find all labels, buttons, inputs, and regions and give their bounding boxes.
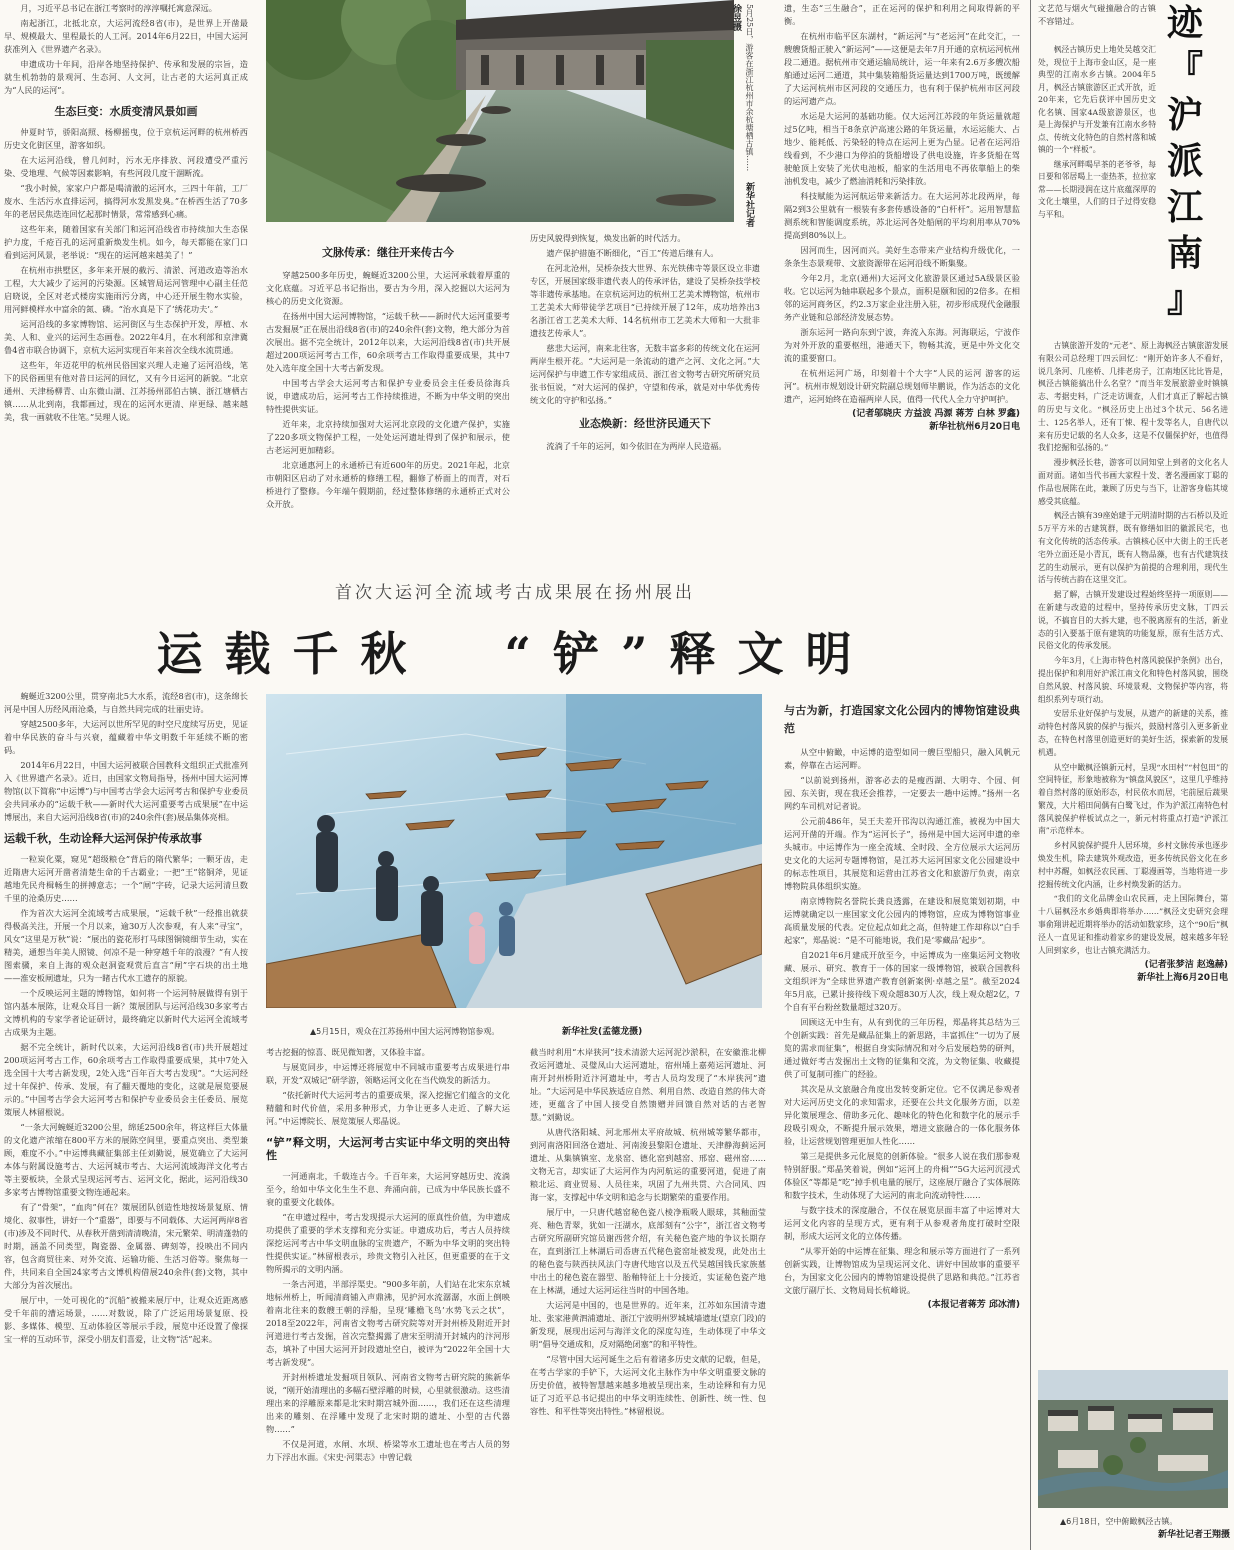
- paragraph: 回顾这无中生有，从有到优的三年历程，郑晶将其总结为三个创新实践：首先是藏品征集上的新思路，丰富抓住“一切为了展览的需求而征集”，根据自身实际情况和对今后发展趋势的研判，通过做好考古发掘出土文物的征集和交流，为文物征集、收藏提供了可复制可推广的经验。: [784, 1017, 1020, 1079]
- upper-col-3: [530, 232, 760, 542]
- upper-col-1: [4, 2, 248, 542]
- paragraph: 浙东运河一路向东到宁波，奔流入东海。河海联运，宁波作为对外开放的重要枢纽，港通天下，物畅其流，更是中外文化交流的重要窗口。: [784, 327, 1020, 363]
- paragraph: “我们的文化品牌金山农民画，走上国际舞台，第十八届枫泾水乡婚典即将举办……”枫泾文史研究会理事俞翔讲起近期将举办的活动如数家珍，这个“90后”枫泾人一直见证和推动着家乡的建设发展，越来越多年轻人回到家乡，也让古镇充满活力。: [1038, 894, 1228, 955]
- paragraph: “尽管中国大运河诞生之后有着诸多历史文献的记载，但是，在考古学家的手铲下，大运河文化主脉作为中华文明重要文脉的历史价值，被特智慧越来越多地被呈现出来，生动诠释和有力见证了习近平总书记提出的中华文明连续性、创新性、统一性、包容性、和平性等突出特性。”林留根说。: [530, 1354, 766, 1416]
- dateline: 新华社上海6月20日电: [1137, 973, 1228, 984]
- paragraph: 作为首次大运河全流域考古成果展，“运载千秋”一经推出就获得极高关注，开展一个月以来，逾30万人次参观，有人来“寻宝”，风女“这里是万秋”说：“展出的瓷花形打马球图铜镜细节生动，实在精美，通想当年美人照镜、何凉不是一种穿越千年的浪漫？”有人按图索骥，来自上海的观众赵洞瓷观赏后直言“闸”字石块的出土地——淮安板闸遗址，只为一睹古代水工遗存的原貌。: [4, 908, 248, 983]
- paragraph: 公元前486年，吴王夫差开邗沟以沟通江淮，被视为中国大运河开凿的开端。作为“运河长子”，扬州是中国大运河申遗的牵头城市。中运博作为一座全流域、全时段、全方位展示大运河历史文化的大运河专题博物馆，是江苏大运河国家文化公园建设中的标志性项目，其展览和运营由江苏省文化和旅游厅负责，南京博物院具体组织实施。: [784, 816, 1020, 891]
- kicker-headline: 首次大运河全流域考古成果展在扬州展出: [335, 583, 695, 603]
- paragraph: 慈悲大运河，南来北往客，无数丰富多彩的传统文化在运河两岸生根开花。“大运河是一条流动的遗产之河、文化之河。”大运河保护与申遗工作专家组成员、浙江省文物考古研究所研究员张书恒说，“对大运河的保护，守望和传承，就是对中华优秀传统文化的守护和弘扬。”: [530, 343, 760, 405]
- paragraph: 开封州桥遗址发掘项目领队、河南省文物考古研究院的熊新华说，“刚开始清理出的多幅石壁浮雕的时候，心里就很激动。这些清理出来的浮雕原来都是北宋时期宫城外面……，我们还在这些清理出来的雕刻、在浮雕中发现了北宋时期的遗址、小型的古代器物……”: [266, 1372, 510, 1434]
- caption-text: ▲6月18日，空中俯瞰枫泾古镇。: [1060, 1517, 1178, 1526]
- paragraph: 据了解，古镇开发建设过程始终坚持一项原则——在新建与改造的过程中，坚持传承历史文脉，丁四云说，不搞盲目的大拆大建，也不脱离原有的生活，新业态的引入要基于原有建筑的功能复原，原有生活方式、民俗文化的传承发展。: [1038, 590, 1228, 651]
- paragraph: 安居乐业好保护与发展，从遗产的新建的关系，推动特色村落风貌的保护与振兴，鼓励村落引入更多新业态，在特色村落里创造更好的美好生活，探索新的发展机遇。: [1038, 709, 1228, 757]
- paragraph: 在杭州市临平区东湖村，“新运河”与“老运河”在此交汇，一艘艘货船正驶入“新运河”——这便是去年7月开通的京杭运河杭州段二通道。据杭州市交通运输局统计，运一年来有2.6万多艘次船舶通过运河二通道，其中集装箱船货运量达到1700万吨，既缓解了大运河杭州市区河段的交通压力，也有利于保护杭州市区河段的运河遗产点。: [784, 31, 1020, 106]
- paragraph: 南起浙江，北抵北京，大运河流经8省(市)，是世界上开凿最早、规模最大、里程最长的人工河。2014年6月22日，中国大运河获准列入《世界遗产名录》。: [4, 18, 248, 54]
- title-char: 沪: [1166, 94, 1203, 136]
- paragraph: 穿越2500多年，大运河以世所罕见的时空尺度续写历史，见证着中华民族的奋斗与兴衰，蕴藏着中华文明数千年延续不断的密码。: [4, 719, 248, 755]
- paragraph: 遗产保护措施不断细化，“百工”传道后继有人。: [546, 248, 719, 258]
- paragraph: 这些年，年迈花甲的杭州民俗国家兴理人走遍了运河沿线，笔下的民俗画里有他对昔日运河的回忆，又有今日运河的新貌。“北京通州、天津杨柳青、山东微山湖、江苏扬州邵伯古镇、浙江塘栖古镇……从北到南，我都画过，现在的运河水更清、岸更绿、越来越美，我一画就收不住笔。”吴理人说。: [4, 360, 248, 422]
- canal-town-photo: [266, 0, 734, 222]
- museum-exhibit-illustration: [266, 694, 762, 1008]
- upper-col-4: [784, 2, 1020, 542]
- paragraph: 一条古河道，半部浮渠史。“900多年前，人们站在北宋东京城地标州桥上，听闻清商铺入声鼎沸，见护河水流潺潺，水面上倒映着南北往来的数艘王朝的浮船，呈现‘雕檐飞鸟’水势飞云之状”，2018至2022年，河南省文物考古研究院等对开封州桥及附近开封河道进行考古发掘，首次完整揭露了唐宋至明清开封城内的汴河形态，填补了中国大运河开封段遗址空白，被评为“2022年全国十大考古新发现”。: [266, 1279, 510, 1367]
- photo-vertical-caption: [731, 4, 756, 229]
- paragraph: 今年3月，《上海市特色村落风貌保护条例》出台，提出保护和利用好沪派江南文化和特色村落风貌，围绕自然风貌、村落风貌、环境景观、文物保护等内容，将组织系列专项行动。: [1038, 656, 1228, 704]
- paragraph: 古镇旅游开发的“元老”、原上海枫泾古镇旅游发展有限公司总经理丁四云回忆：“刚开始许多人不看好，说几条河、几座桥、几排老房子，江南地区比比皆是，枫泾古镇能搞出什么名堂？”而当年发展旅游业时镇镇志、考据史料，广泛走访调查，人们才真正了解起古镇的历史与文化。“枫泾历史上出过3个状元、56名进士、125名举人，还有丁悚、程十发等名人，自唐代以来有历史记载的名人众多，这是不仅僵保护好，也值得我们挖掘和弘扬的。”: [1038, 341, 1228, 453]
- paragraph: 因河而生，因河而兴。美好生态带来产业结构升级优化，一条条生态景观带、文旅资源带在运河沿线不断集聚。: [784, 245, 1020, 268]
- paragraph: 在杭州市拱墅区，多年来开展的截污、清淤、河道改造等治水工程，大大减少了运河的污染源。区城管局运河管理中心副主任范启晓说，全区对老式楼房实施雨污分离，中心还开展生物水实验，用河鲜模样水中富余的氮、磷。“治水真是下了‘绣花功夫’。”: [4, 265, 248, 314]
- paragraph: 枫泾古镇历史上地处吴越交汇处，现位于上海市金山区，是一座典型的江南水乡古镇。2004年5月，枫泾古镇旅游区正式开放，近20年来，它先后获评中国历史文化名镇、国家4A级旅游景区，也是上海保护与开发兼有江南水乡特点、传统文化特色的自然村落和城镇的一个“样板”。: [1038, 45, 1156, 154]
- paragraph: 展厅中，一处可视化的“沉船”被搬来展厅中，让观众近距离感受千年前的漕运场景，……对数说，除了广泛运用场景复原、投影、多媒体、模型、互动体验区等展示手段，展览中还设置了像探宝一样的互动环节，深受小朋友们喜爱，让文物“活”起来。: [4, 1295, 248, 1344]
- title-char: 派: [1166, 140, 1203, 182]
- title-char: 南: [1166, 232, 1203, 274]
- lower-col-2: [266, 1046, 510, 1546]
- paragraph: 一粒炭化粟，窥见“超级粮仓”背后的隋代繁华；一颗牙齿，走近隋唐大运河开凿者清楚生命的千古霸业；一把“王”铭铜斧，见证越地先民舟楫畅生的拼搏意志；一个“闸”字砖，记录大运河清旦数千里的沧桑历史……: [4, 854, 248, 903]
- aerial-photo-caption: [1060, 1516, 1230, 1540]
- paragraph: 文艺范与烟火气碰撞融合的古镇不容错过。: [1038, 3, 1156, 26]
- paragraph: 从唐代洛阳城、河北邢州太平府故城、杭州城等繁华都市，到河南洛阳回洛仓遗址、河南浚县黎阳仓遗址、天津静海蓟运河遗址、从集镇镇室、龙泉窑、德化窑到越窑、邢窑、磁州窑……文物无言，却实证了大运河作为内河航运的重要河道，促进了南粮北运、商业贸易、人员往来，巩固了九州共贯、六合同风、四海一家，支撑起中华文明和追念与长期繁荣的重要作用。: [530, 1127, 766, 1202]
- title-char: 』: [1166, 278, 1203, 320]
- title-char: 江: [1166, 186, 1203, 228]
- paragraph: 考古挖掘的惊喜、既见微知著，又体验丰富。: [266, 1047, 430, 1057]
- paragraph: “在申遗过程中，考古发现提示大运河的原真性价值，为申遗成功提供了重要的学术支撑和充分实证。申遗成功后，考古人员持续深挖运河考古中华文明血脉的宝贵遗产，不断为中华文明的突出特性提供实证。”林留根表示，珍贵文物引入社区，但更重要的在于文物所揭示的文明内涵。: [266, 1212, 510, 1274]
- paragraph: 仲夏时节，骄阳高照、杨柳摇曳，位于京杭运河畔的杭州桥西历史文化街区里，游客如织。: [4, 127, 248, 150]
- aerial-town-photo: [1038, 1370, 1228, 1508]
- paragraph: 第三是提供多元化展览的创新体验。“很多人说在我们那参观特别舒服。”郑晶笑着说，例如“运河上的舟楫”“5G大运河沉浸式体验区”等都是“吃”掉手机电量的展厅，这座展厅融合了实体展陈和数字技术，生动体现了大运河的南北向流动特性……: [784, 1151, 1020, 1200]
- paragraph: 大运河是中国的，也是世界的。近年来，江苏如东国清寺遗址、张家港黄泗浦遗址、浙江宁波明州罗城城墙遗址(望京门段)的新发现，展现出运河与海洋文化的深度勾连，生动体现了中华文明“倡导交通成和，反对隔绝闭塞”的和平特性。: [530, 1300, 766, 1349]
- paragraph: 与展览同步，中运博还将展览中不同城市重要考古成果进行串联，开发“双城记”研学游，领略运河文化在当代焕发的新活力。: [266, 1062, 510, 1085]
- photo-credit: 新华社记者徐昱摄: [731, 4, 754, 227]
- paragraph: 乡村风貌保护提升人居环境，乡村文脉传承也逐步焕发生机，除去建筑外观改造，更多传统民俗文化在乡村中苏醒，如枫泾农民画、丁聪漫画等，当地将进一步挖掘传统文化内涵，让乡村焕发新的活力。: [1038, 841, 1228, 889]
- paragraph: “以前说到扬州，游客必去的是瘦西湖、大明寺、个园、何园、东关街，现在我还会推荐，一定要去一趟中运博。”扬州一名网约车司机对记者说。: [784, 775, 1020, 811]
- lower-col-1: [4, 690, 248, 1545]
- paragraph: 在大运河沿线，曾几何时，污水无序排放、河段遭受严重污染、受地理、气候等因素影响，有些河段几度干涸断流。: [4, 155, 248, 178]
- paragraph: 自2021年6月建成开放至今，中运博成为一座集运河文物收藏、展示、研究、教育于一体的国家一级博物馆，被联合国教科文组织评为“全球世界遗产教育创新案例·卓越之星”。截至2024年5月底，已累计接待线下观众超830万人次，线上观众超2亿，7个自有平台粉丝数量超过320万。: [784, 950, 1020, 1012]
- title-char: 迹: [1166, 2, 1203, 44]
- paragraph: 中国考古学会大运河考古和保护专业委员会主任委员徐海兵说，申遗成功后，运河考古工作持续推进，不断为中华文明的突出特性提供实证。: [266, 378, 510, 414]
- paragraph: “我小时候，家家户户都是喝清澈的运河水，三四十年前，工厂废水、生活污水直排运河，搞得河水发黑发臭。”在桥西生活了70多年的老居民焦迭连回忆起那时情景，常常感到心痛。: [4, 183, 248, 219]
- paragraph: 历史风貌得到恢复，焕发出新的时代活力。: [530, 233, 686, 243]
- section-heading: 运载千秋，生动诠释大运河保护传承故事: [4, 832, 202, 845]
- section-heading: 业态焕新：经世济民通天下: [579, 417, 711, 430]
- paragraph: 从空中俯瞰，中运博的造型如同一艘巨型船只，融入风帆元素，停靠在古运河畔。: [784, 747, 1020, 770]
- paragraph: “依托新时代大运河考古的重要成果，深入挖掘它们蕴含的文化精髓和时代价值，采用多种形式，力争让更多人走近、了解大运河。”中运博院长、展览策展人郑晶说。: [266, 1090, 510, 1126]
- section-heading: 文脉传承：继往开来传古今: [322, 246, 454, 259]
- paragraph: 申遗成功十年间，沿岸各地坚持保护、传承和发展的宗旨，造就生机勃勃的景观河、生态河、人文河，让古老的大运河真正成为“人民的运河”。: [4, 59, 248, 95]
- lower-col-3: [530, 1046, 766, 1546]
- paragraph: 其次是从文旅融合角度出发转变新定位。它不仅满足参观者对大运河历史文化的求知需求，还要在公共文化服务方面，以差异化策展理念、借助多元化、趣味化的特色化和数字化的展示手段吸引观众，不断提升展示效果，增进文旅融合的一体化服务体验，让运营规划管理更加人性化……: [784, 1084, 1020, 1146]
- paragraph: 在杭州运河广场，印刻着十个大字“人民的运河 游客的运河”。杭州市规划设计研究院副总规划师毕鹏说，作为活态的文化遗产，运河始终在造福两岸人民，值得一代代人全力守护呵护。: [784, 368, 1020, 404]
- museum-photo-caption: [310, 1024, 730, 1037]
- side-title: [1160, 0, 1210, 330]
- paragraph: 枫泾古镇有39座始建于元明清时期的古石桥以及近5万平方米的古建筑群，既有修缮如旧的徽派民宅，也有文化传统的活态传承。古镇核心区中大街上的王氏老宅外立面还是小青瓦，既有人物品藻，也有古代建筑技艺的生动展示，更有以保护为前提的合理利用，现代生活与传统古韵在这里交汇。: [1038, 511, 1228, 585]
- paragraph: 这些年来，随着国家有关部门和运河沿线省市持续加大生态保护力度，千疮百孔的运河重新焕发生机。如今，每天都能在家门口看到运河风景，老举说：“现在的运河越来越美了！”: [4, 224, 248, 260]
- photo-credit: 新华社记者王翔摄: [1157, 1530, 1230, 1540]
- aerial-town-illustration: [1038, 1370, 1228, 1508]
- section-heading: “铲”释文明，大运河考古实证中华文明的突出特性: [266, 1136, 510, 1162]
- paragraph: 据不完全统计，新时代以来，大运河沿线8省(市)共开展超过200项运河考古工作，60余项考古工作取得重要成果，其中7处入选全国十大考古新发现，2处入选“百年百大考古发现”。“大运河经过十年保护、传承、发展，有了翻天覆地的变化，这就是展览要展示的。”中国考古学会大运河考古和保护专业委员会主任委员、展览策展人林留根说。: [4, 1042, 248, 1117]
- paragraph: 北京通惠河上的永通桥已有近600年的历史。2021年起，北京市朝阳区启动了对永通桥的修缮工程，翻修了桥面上的而青，对石桥进行了整修。今年端午假期前，经过整体修缮的永通桥正式对公众开放。: [266, 460, 510, 509]
- paragraph: 科技赋能为运河航运带来新活力。在大运河苏北段两岸，每隔2到3公里就有一根装有多套传感设备的“白杆杆”。运用智慧监测系统和智能调度系统，苏北运河各处船闸的平均利用率从70%提高到80%以上。: [784, 191, 1020, 240]
- side-divider: [1030, 0, 1031, 1550]
- dateline: 新华社杭州6月20日电: [929, 422, 1020, 432]
- reporter-credit: (记者邬晓庆 方益波 冯源 蒋芳 白林 罗鑫): [852, 409, 1020, 419]
- canal-town-illustration: [266, 0, 734, 222]
- paragraph: 截当时利用“木岸狭河”技术清淤大运河泥沙淤积，在安徽淮北柳孜运河遗址、灵璧凤山大运河遗址，宿州埇上嘉苑运河遗址、河南开封州桥附近汴河遗址中，考古人员均发现了“木岸狭河”遗址。“大运河是中华民族适应自然、利用自然、改造自然的伟大奇迹，更蕴含了中国人接受自然馈赠并回馈自然对话的古老智慧。”刘勤说。: [530, 1047, 766, 1122]
- side-top-text: [1038, 2, 1156, 42]
- photo-credit: 新华社发(孟德龙摄): [561, 1027, 643, 1037]
- paragraph: 继承河畔喝早茶的老爷爷，每日要和邻居喝上一壶热茶，拉拉家常——长期浸润在这片底蕴深厚的文化土壤里，人们的日子过得安稳与平和。: [1038, 159, 1156, 219]
- paragraph: 在扬州中国大运河博物馆，“运载千秋——新时代大运河重要考古发掘展”正在展出沿线8省(市)的240余件(套)文物，绝大部分为首次展出。据不完全统计，2012年以来，大运河沿线8省(市)共开展超过200项运河考古工作，60余项考古工作取得重要成果，其中7处入选年度全国十大考古新发现。: [266, 311, 510, 373]
- section-heading: 与古为新，打造国家文化公园内的博物馆建设典范: [784, 704, 1020, 735]
- paragraph: 在河北沧州，吴桥杂技大世界、东光铁佛寺等景区设立非遗专区，开展国家级非遗代表人的传承评估，建设了吴桥杂技学校等非遗传承基地。在京杭运河边的杭州工艺美术博物馆，杭州市工艺美术大师带徒学艺项目“已持续开展了12年，成功培养出3名浙江省工艺美术大师、14名杭州市工艺美术大师和一大批非遗技艺传承人”。: [530, 263, 760, 338]
- paragraph: 展厅中，一只唐代越窑秘色瓷八棱净瓶吸人眼球，其釉面莹亮、釉色青翠，犹如一汪湖水，底部刻有“公字”，浙江省文物考古研究所副研究馆员谢西营介绍，有关秘色瓷产地的争议长期存在，直到浙江上林湖后司岙唐五代秘色瓷窑址被发现，此处出土的秘色瓷与陕西扶风法门寺唐代地宫以及五代吴越国钱氏家族墓中出土的秘色瓷在器型、胎釉特征上十分接近，实证秘色瓷产地在上林湖，通过大运河运往当时的中国各地。: [530, 1207, 766, 1295]
- caption-text: ▲5月15日，观众在江苏扬州中国大运河博物馆参观。: [310, 1027, 500, 1036]
- upper-col-2: [266, 232, 510, 542]
- museum-exhibit-photo: [266, 694, 762, 1008]
- paragraph: 运河沿线的多家博物馆、运河街区与生态保护开发，厚植、水美、人和、业兴的运河生态画卷。2022年4月，在水利部和京津冀鲁4省市联合协调下，京杭大运河实现百年来首次全线水流贯通。: [4, 319, 248, 355]
- paragraph: 2014年6月22日，中国大运河被联合国教科文组织正式批准列入《世界遗产名录》。近日，由国家文物局指导，扬州中国大运河博物馆(以下简称“中运博”)与中国考古学会大运河考古和保护专业委员会共同承办的“运载千秋——新时代大运河重要考古成果展”在中运博展出，来自大运河沿线8省(市)的240余件(套)展品集体亮相。: [4, 760, 248, 822]
- paragraph: 遗，生态“三生融合”，正在运河的保护和利用之间取得新的平衡。: [784, 3, 1020, 26]
- paragraph: 南京博物院名誉院长龚良透露，在建设和展览策划初期，中运博就确定以一座国家文化公园内的博物馆，应成为博物馆事业高质量发展的代表。定位起点如此之高，但特建工作却称以“白手起家”，郑晶说：“是不可能地说，我们是‘零藏品’起步”。: [784, 896, 1020, 945]
- paragraph: 从空中瞰枫泾镇新元村，呈现“水田村”“村包田”的空间特征，形象地被称为“镇盘风貌区”，这里几乎维持着自然村落的原始形态，村民依水而居，宅前屋后蔬果繁茂，大片稻田间偶有白鹭飞过，作为沪派江南特色村落风貌保护样板试点之一，新元村将重点打造“沪派江南”示范样本。: [1038, 762, 1228, 836]
- main-headline: 运载千秋 “铲”释文明: [156, 627, 874, 681]
- paragraph: 一河通南北，千载连古今。千百年来，大运河穿越历史、流淌至今，给如中华文化生生不息、奔涌向前，已成为中华民族长盛不衰的重要文化载体。: [266, 1171, 510, 1207]
- paragraph: 与数字技术的深度融合，不仅在展览层面丰富了中运博对大运河文化内容的呈现方式，更有利于从参观者角度打破时空限制，形成大运河文化的立体传播。: [784, 1205, 1020, 1241]
- reporter-credit: (记者张梦洁 赵逸赫): [1144, 960, 1228, 971]
- paragraph: 流淌了千年的运河，如今依旧在为两岸人民造福。: [546, 441, 727, 451]
- lower-col-4: [784, 696, 1020, 1546]
- paragraph: 漫步枫泾长巷，游客可以同知堂上到者的文化名人面对面。诸如当代书画大家程十发、著名漫画家丁聪的作品也展陈在此，兼顾了历史与当下，让游客身临其境感受其底蕴。: [1038, 458, 1228, 506]
- paragraph: 蜿蜒近3200公里，贯穿南北5大水系，流经8省(市)，这条绵长河是中国人历经风雨沧桑，与自然共同完成的壮丽史诗。: [4, 691, 248, 714]
- paragraph: 水运是大运河的基础功能。仅大运河江苏段的年货运量就超过5亿吨，相当于8条京沪高速公路的年货运量，水运运能大、占地少、能耗低、污染轻的特点在运河上更为凸显。记者在运河沿线看到，不少港口为停泊的货船增设了供电设施，许多货船在驾驶舱顶上安装了光伏电池板，船家的生活用电不再依靠船上的柴油机发电，减少了燃油消耗和污染排放。: [784, 111, 1020, 186]
- side-col-upper: [1038, 44, 1156, 334]
- paragraph: 有了“骨架”，“血肉”何在？策展团队创造性地按场景复原、情境化、叙事性，讲好一个“重器”，即要与不同载体、大运河两岸8省(市)涉及不同时代、从春秋开凿到清清晚清，宋元繁荣、明清蓬勃的时期，涵盖不同类型，陶瓷器、金属器、碑刻等，投映出不同内容，包含商贸往来、对外交流、运输功能、生活习俗等。聚焦每一件，共同来自全国24家考古文博机构借展240余件(套)文物，其中大部分为首次展出。: [4, 1202, 248, 1290]
- vertical-caption-text: 5月25日，游客在浙江杭州市余杭塘栖古镇……: [745, 4, 754, 172]
- section-heading: 生态巨变：水质变清风景如画: [54, 105, 198, 118]
- side-col-lower: [1038, 340, 1228, 1360]
- title-char: 『: [1166, 48, 1203, 90]
- paragraph: 一个反映运河主题的博物馆，如何将一个运河特展做得有别于馆内基本展陈，让观众耳目一新？策展团队与运河沿线30多家考古文博机构的专家学者论证研讨，最终确定以新时代大运河全流域考古成果为主题。: [4, 988, 248, 1037]
- paragraph: 月，习近平总书记在浙江考察时的淳淳嘱托寓意深远。: [20, 3, 217, 13]
- paragraph: “一条大河蜿蜒近3200公里，绵延2500余年，将这样巨大体量的文化遗产浓缩在800平方米的展陈空间里，要重点突出、类型兼顾，难度不小。”中运博典藏征集部主任刘勤说，展览确立了大运河本体与附属设施考古、大运河城市考古、大运河流域海洋文化考古等主要板块，全景式呈现运河考古、运河文化，据此，运河沿线30多家考古博物馆重要文物连通起来。: [4, 1122, 248, 1197]
- paragraph: 穿越2500多年历史，蜿蜒近3200公里，大运河承载着厚重的文化底蕴。习近平总书记指出，要古为今用，深入挖掘以大运河为核心的历史文化资源。: [266, 270, 510, 306]
- reporter-credit: (本报记者蒋芳 邱冰清): [927, 1300, 1020, 1310]
- paragraph: 近年来，北京持续加强对大运河北京段的文化遗产保护，实施了220多项文物保护工程，一处处运河遗址得到了保护和展示，使古老运河更加精彩。: [266, 419, 510, 455]
- paragraph: 今年2月，北京(通州)大运河文化旅游景区通过5A级景区验收。它以运河为轴串联起多个景点，面积是颐和园的2倍多。在相邻的运河商务区，约2.3万家企业注册入驻，初步形成现代金融服务产业链和总部经济发展态势。: [784, 273, 1020, 322]
- paragraph: “从零开始的中运博在征集、理念和展示等方面进行了一系列创新实践，让博物馆成为呈现运河文化、讲好中国故事的重要平台，为国家文化公园内的博物馆建设提供了思路和典范。”江苏省文旅厅副厅长、文物局局长杭峰说。: [784, 1246, 1020, 1295]
- paragraph: 不仅是河道，水闸、水坝、桥梁等水工遗址也在考古人员的努力下浮出水面。《宋史·河渠志》中曾记载: [266, 1439, 510, 1462]
